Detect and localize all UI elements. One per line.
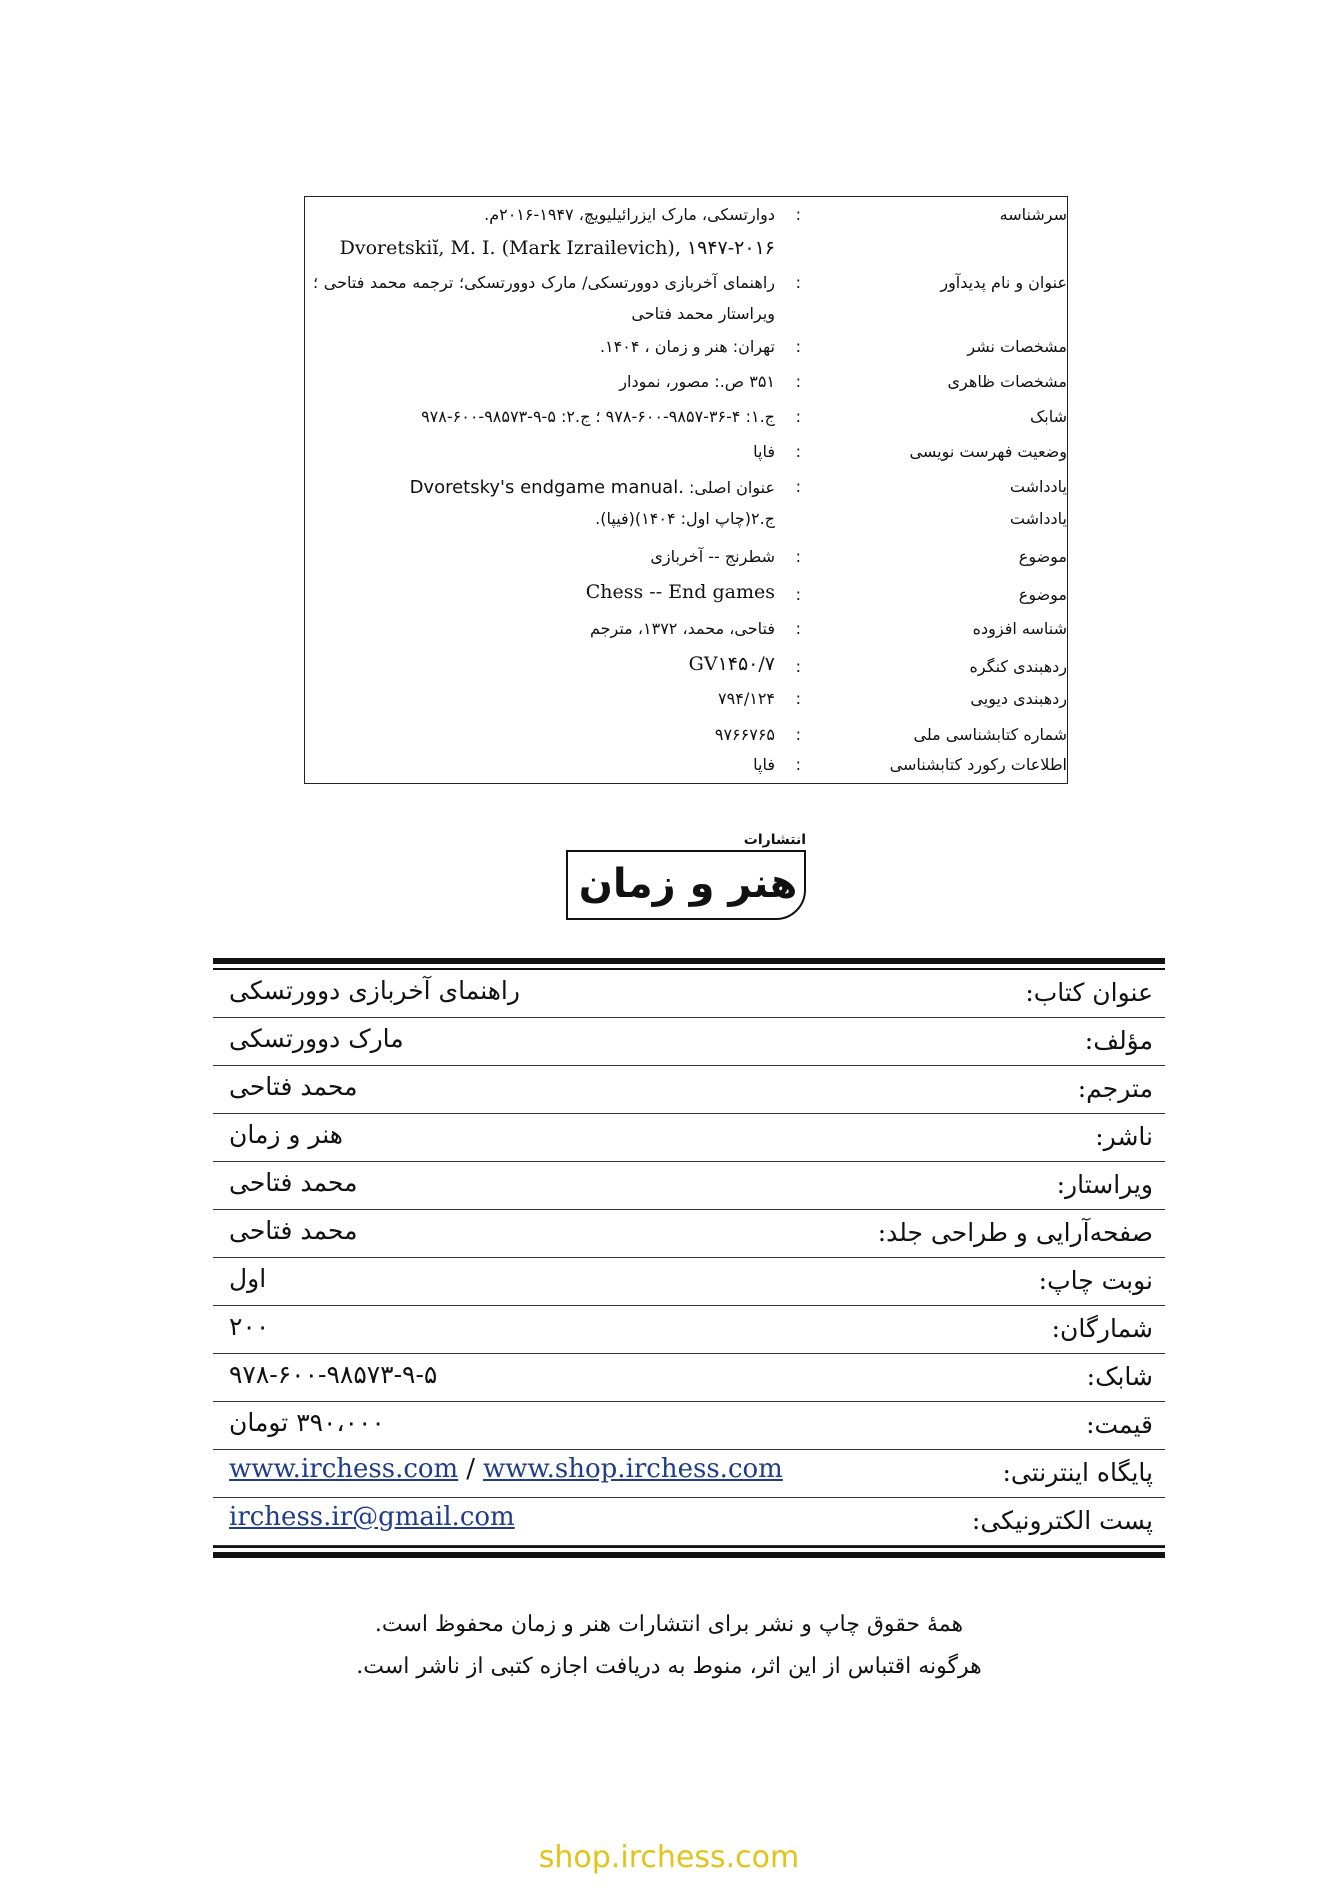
info-value: مارک دوورتسکی <box>229 1024 404 1053</box>
cip-colon: : <box>795 372 801 391</box>
cip-label: مشخصات ظاهری <box>947 372 1067 391</box>
info-value: محمد فتاحی <box>229 1072 358 1101</box>
cip-value: ۹۷۶۶۷۶۵ <box>714 725 775 744</box>
cip-value-latin: Dvoretsky's endgame manual. <box>409 477 684 498</box>
cip-colon: : <box>795 585 801 604</box>
bottom-rule-thick <box>213 1552 1165 1558</box>
info-label: نوبت چاپ: <box>1038 1266 1153 1295</box>
logo-small-text: انتشارات <box>743 832 806 848</box>
cip-label: یادداشت <box>1009 509 1067 528</box>
info-value-email <box>229 1502 515 1532</box>
info-label: صفحه‌آرایی و طراحی جلد: <box>877 1218 1153 1247</box>
cip-value: شطرنج -- آخربازی <box>650 547 775 566</box>
info-value: هنر و زمان <box>229 1120 343 1149</box>
info-label: عنوان کتاب: <box>1025 978 1153 1007</box>
footer-shop-url[interactable]: shop.irchess.com <box>538 1840 800 1875</box>
cip-value: تهران: هنر و زمان ، ۱۴۰۴. <box>599 337 775 356</box>
info-label: مترجم: <box>1077 1074 1153 1103</box>
info-row-price <box>213 1402 1165 1450</box>
cip-value <box>410 477 775 498</box>
info-row-publisher <box>213 1114 1165 1162</box>
cip-colon: : <box>795 442 801 461</box>
cip-label: اطلاعات رکورد کتابشناسی <box>889 755 1067 774</box>
cip-value-latin: Chess -- End games <box>585 581 775 603</box>
cip-value: ۳۵۱ ص.: مصور، نمودار <box>619 372 775 391</box>
info-row-translator <box>213 1066 1165 1114</box>
cip-label: ردهبندی کنگره <box>969 657 1067 676</box>
cataloging-in-publication-box <box>304 196 1068 784</box>
cip-label: وضعیت فهرست نویسی <box>909 442 1067 461</box>
cip-value: ۷۹۴/۱۲۴ <box>718 689 775 708</box>
cip-colon: : <box>795 725 801 744</box>
copyright-line-1: همهٔ حقوق چاپ و نشر برای انتشارات هنر و زمان محفوظ است. <box>374 1612 964 1637</box>
info-row-author <box>213 1018 1165 1066</box>
cip-colon: : <box>795 337 801 356</box>
info-row-editor <box>213 1162 1165 1210</box>
info-row-print-run <box>213 1306 1165 1354</box>
info-value: اول <box>229 1264 267 1293</box>
cip-value: دوارتسکی، مارک ایزرائیلیویچ، ۱۹۴۷-۲۰۱۶م. <box>484 205 775 224</box>
cip-label: شابک <box>1029 407 1067 426</box>
info-label: شابک: <box>1086 1362 1153 1391</box>
website-link-shop[interactable]: www.shop.irchess.com <box>482 1454 783 1484</box>
website-separator: / <box>466 1454 475 1484</box>
bottom-rules <box>213 1546 1165 1558</box>
info-value: محمد فتاحی <box>229 1216 358 1245</box>
cip-label: ردهبندی دیویی <box>970 689 1067 708</box>
cip-label: یادداشت <box>1009 477 1067 496</box>
cip-value-prefix: عنوان اصلی: <box>689 478 775 497</box>
info-value: محمد فتاحی <box>229 1168 358 1197</box>
cip-label: شناسه افزوده <box>972 619 1067 638</box>
info-row-email <box>213 1498 1165 1546</box>
cip-colon: : <box>795 273 801 292</box>
cip-value: ج.۲(چاپ اول: ۱۴۰۴)(فیپا). <box>595 509 775 528</box>
info-value: ۹۷۸-۶۰۰-۹۸۵۷۳-۹-۵ <box>229 1360 438 1389</box>
cip-label: موضوع <box>1018 547 1067 566</box>
top-rule-thick <box>213 958 1165 964</box>
info-label: ناشر: <box>1095 1122 1153 1151</box>
logo-main-text: هنر و زمان <box>578 861 798 907</box>
info-label: پایگاه اینترنتی: <box>1002 1458 1153 1487</box>
cip-value-latin: Dvoretskiĭ, M. I. (Mark Izrailevich), ۱۹۴۷-۲۰۱۶ <box>339 237 775 259</box>
info-value: ۲۰۰ <box>229 1312 270 1341</box>
info-row-title <box>213 970 1165 1018</box>
cip-label: عنوان و نام پدیدآور <box>940 273 1067 292</box>
info-value-websites <box>229 1454 783 1484</box>
cip-value: فاپا <box>753 442 775 461</box>
book-info-table <box>213 958 1165 1558</box>
cip-colon: : <box>795 477 801 496</box>
cip-colon: : <box>795 205 801 224</box>
cip-value: فتاحی، محمد، ۱۳۷۲، مترجم <box>589 619 775 638</box>
cip-colon: : <box>795 547 801 566</box>
info-label: شمارگان: <box>1051 1314 1153 1343</box>
cip-value: راهنمای آخربازی دوورتسکی/ مارک دوورتسکی؛ ترجمه محمد فتاحی ؛ویراستار محمد فتاحی <box>313 273 775 323</box>
website-link-main[interactable]: www.irchess.com <box>229 1454 459 1484</box>
info-row-website <box>213 1450 1165 1498</box>
cip-label: مشخصات نشر <box>967 337 1067 356</box>
cip-colon: : <box>795 657 801 676</box>
cip-colon: : <box>795 407 801 426</box>
info-value: راهنمای آخربازی دوورتسکی <box>229 976 520 1005</box>
copyright-line-2: هرگونه اقتباس از این اثر، منوط به دریافت اجازه کتبی از ناشر است. <box>356 1654 982 1679</box>
info-row-isbn <box>213 1354 1165 1402</box>
publisher-logo <box>566 832 810 922</box>
cip-label: سرشناسه <box>999 205 1067 224</box>
info-row-edition <box>213 1258 1165 1306</box>
info-value: ۳۹۰،۰۰۰ تومان <box>229 1408 385 1437</box>
cip-label: موضوع <box>1018 585 1067 604</box>
info-label: ویراستار: <box>1056 1170 1153 1199</box>
cip-value: ج.۱: ۴-۳۶-۹۸۵۷-۶۰۰-۹۷۸ ؛ ج.۲: ۵-۹-۹۸۵۷۳-۶۰۰-۹۷۸ <box>421 407 775 426</box>
email-link[interactable]: irchess.ir@gmail.com <box>229 1502 515 1532</box>
cip-colon: : <box>795 689 801 708</box>
cip-value: فاپا <box>753 755 775 774</box>
info-row-layout-cover <box>213 1210 1165 1258</box>
info-label: قیمت: <box>1086 1410 1153 1439</box>
info-label: پست الکترونیکی: <box>971 1506 1153 1535</box>
cip-label: شماره کتابشناسی ملی <box>913 725 1067 744</box>
bottom-rule-thin <box>213 1546 1165 1548</box>
cip-value-latin: GV۱۴۵۰/۷ <box>688 653 775 675</box>
cip-colon: : <box>795 755 801 774</box>
info-label: مؤلف: <box>1084 1026 1153 1055</box>
cip-colon: : <box>795 619 801 638</box>
